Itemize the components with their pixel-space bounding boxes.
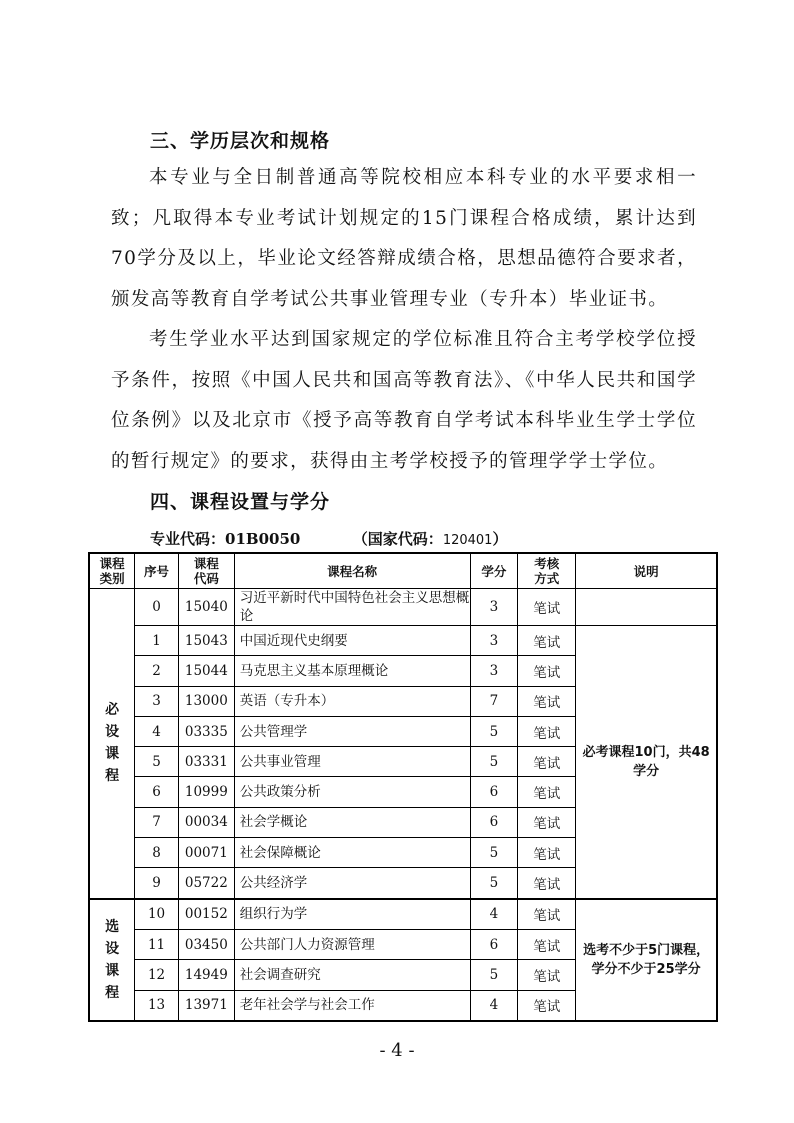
cell-exam: 笔试	[518, 716, 576, 746]
cell-no: 3	[135, 686, 179, 716]
table-row	[89, 589, 717, 626]
cell-exam: 笔试	[518, 589, 576, 626]
cell-no: 4	[135, 716, 179, 746]
course-table	[88, 552, 718, 1022]
cell-code: 15043	[178, 626, 234, 656]
cell-credit: 5	[470, 838, 518, 868]
cell-credit: 5	[470, 868, 518, 899]
cell-exam: 笔试	[518, 838, 576, 868]
cell-credit: 3	[470, 589, 518, 626]
cell-code: 00034	[178, 807, 234, 837]
cell-name: 公共事业管理	[234, 747, 470, 777]
cell-credit: 5	[470, 747, 518, 777]
cell-credit: 6	[470, 807, 518, 837]
cell-name: 组织行为学	[234, 899, 470, 930]
cell-no: 0	[135, 589, 179, 626]
cell-exam: 笔试	[518, 747, 576, 777]
cell-code: 15044	[178, 656, 234, 686]
cell-no: 7	[135, 807, 179, 837]
header-exam: 考核方式	[518, 553, 576, 589]
cell-note-empty	[576, 589, 717, 626]
major-code: 01B0050	[225, 530, 301, 548]
cell-name: 社会调查研究	[234, 960, 470, 990]
cell-credit: 4	[470, 990, 518, 1021]
section3-heading: 三、学历层次和规格	[150, 130, 331, 152]
cell-no: 13	[135, 990, 179, 1021]
cell-name: 公共政策分析	[234, 777, 470, 807]
cell-code: 10999	[178, 777, 234, 807]
cell-exam: 笔试	[518, 626, 576, 656]
national-code-open: （国家代码：	[352, 530, 443, 548]
cell-no: 8	[135, 838, 179, 868]
cell-code: 05722	[178, 868, 234, 899]
cell-code: 15040	[178, 589, 234, 626]
cell-credit: 3	[470, 656, 518, 686]
cell-name: 公共经济学	[234, 868, 470, 899]
cell-name: 马克思主义基本原理概论	[234, 656, 470, 686]
cell-credit: 3	[470, 626, 518, 656]
cell-no: 2	[135, 656, 179, 686]
cell-exam: 笔试	[518, 777, 576, 807]
header-code: 课程代码	[178, 553, 234, 589]
cell-name: 社会保障概论	[234, 838, 470, 868]
cell-name: 英语（专升本）	[234, 686, 470, 716]
cell-code: 13971	[178, 990, 234, 1021]
cell-no: 1	[135, 626, 179, 656]
national-code: 120401	[442, 533, 493, 548]
cell-no: 6	[135, 777, 179, 807]
cell-exam: 笔试	[518, 656, 576, 686]
cell-code: 03331	[178, 747, 234, 777]
cell-no: 5	[135, 747, 179, 777]
category-required: 必设课程	[89, 589, 135, 899]
cell-code: 03450	[178, 929, 234, 959]
major-code-label: 专业代码：	[150, 530, 226, 548]
cell-code: 00152	[178, 899, 234, 930]
cell-exam: 笔试	[518, 990, 576, 1021]
table-header-row	[89, 553, 717, 589]
cell-credit: 7	[470, 686, 518, 716]
category-elective: 选设课程	[89, 899, 135, 1021]
section3-paragraph-2: 考生学业水平达到国家规定的学位标准且符合主考学校学位授予条件，按照《中国人民共和国高等教育法》、《中华人民共和国学位条例》以及北京市《授予高等教育自学考试本科毕业生学士学位的暂行规定》的要求，获得由主考学校授予的管理学学士学位。	[111, 329, 697, 472]
cell-credit: 5	[470, 960, 518, 990]
cell-credit: 4	[470, 899, 518, 930]
header-name: 课程名称	[234, 553, 470, 589]
table-row	[89, 626, 717, 656]
cell-no: 12	[135, 960, 179, 990]
cell-code: 00071	[178, 838, 234, 868]
cell-no: 10	[135, 899, 179, 930]
cell-no: 9	[135, 868, 179, 899]
cell-name: 公共管理学	[234, 716, 470, 746]
cell-exam: 笔试	[518, 929, 576, 959]
header-no: 序号	[135, 553, 179, 589]
cell-name: 老年社会学与社会工作	[234, 990, 470, 1021]
cell-credit: 5	[470, 716, 518, 746]
cell-credit: 6	[470, 777, 518, 807]
table-row	[89, 899, 717, 930]
cell-code: 13000	[178, 686, 234, 716]
national-code-close: ）	[492, 530, 508, 548]
elective-note: 选考不少于5门课程，学分不少于25学分	[576, 899, 717, 1021]
cell-name: 习近平新时代中国特色社会主义思想概论	[234, 589, 470, 626]
cell-exam: 笔试	[518, 807, 576, 837]
cell-exam: 笔试	[518, 686, 576, 716]
cell-code: 03335	[178, 716, 234, 746]
cell-exam: 笔试	[518, 868, 576, 899]
major-code-line	[150, 528, 507, 549]
section4-heading: 四、课程设置与学分	[150, 491, 331, 513]
header-category: 课程类别	[89, 553, 135, 589]
header-credit: 学分	[470, 553, 518, 589]
cell-credit: 6	[470, 929, 518, 959]
required-note: 必考课程10门，共48学分	[576, 626, 717, 899]
cell-no: 11	[135, 929, 179, 959]
cell-exam: 笔试	[518, 960, 576, 990]
page-number: - 4 -	[379, 1040, 415, 1061]
section3-paragraph-1: 本专业与全日制普通高等院校相应本科专业的水平要求相一致；凡取得本专业考试计划规定的15门课程合格成绩，累计达到70学分及以上，毕业论文经答辩成绩合格，思想品德符合要求者，颁发高等教育自学考试公共事业管理专业（专升本）毕业证书。	[111, 167, 697, 310]
cell-name: 中国近现代史纲要	[234, 626, 470, 656]
cell-name: 社会学概论	[234, 807, 470, 837]
header-note: 说明	[576, 553, 717, 589]
cell-name: 公共部门人力资源管理	[234, 929, 470, 959]
cell-code: 14949	[178, 960, 234, 990]
cell-exam: 笔试	[518, 899, 576, 930]
